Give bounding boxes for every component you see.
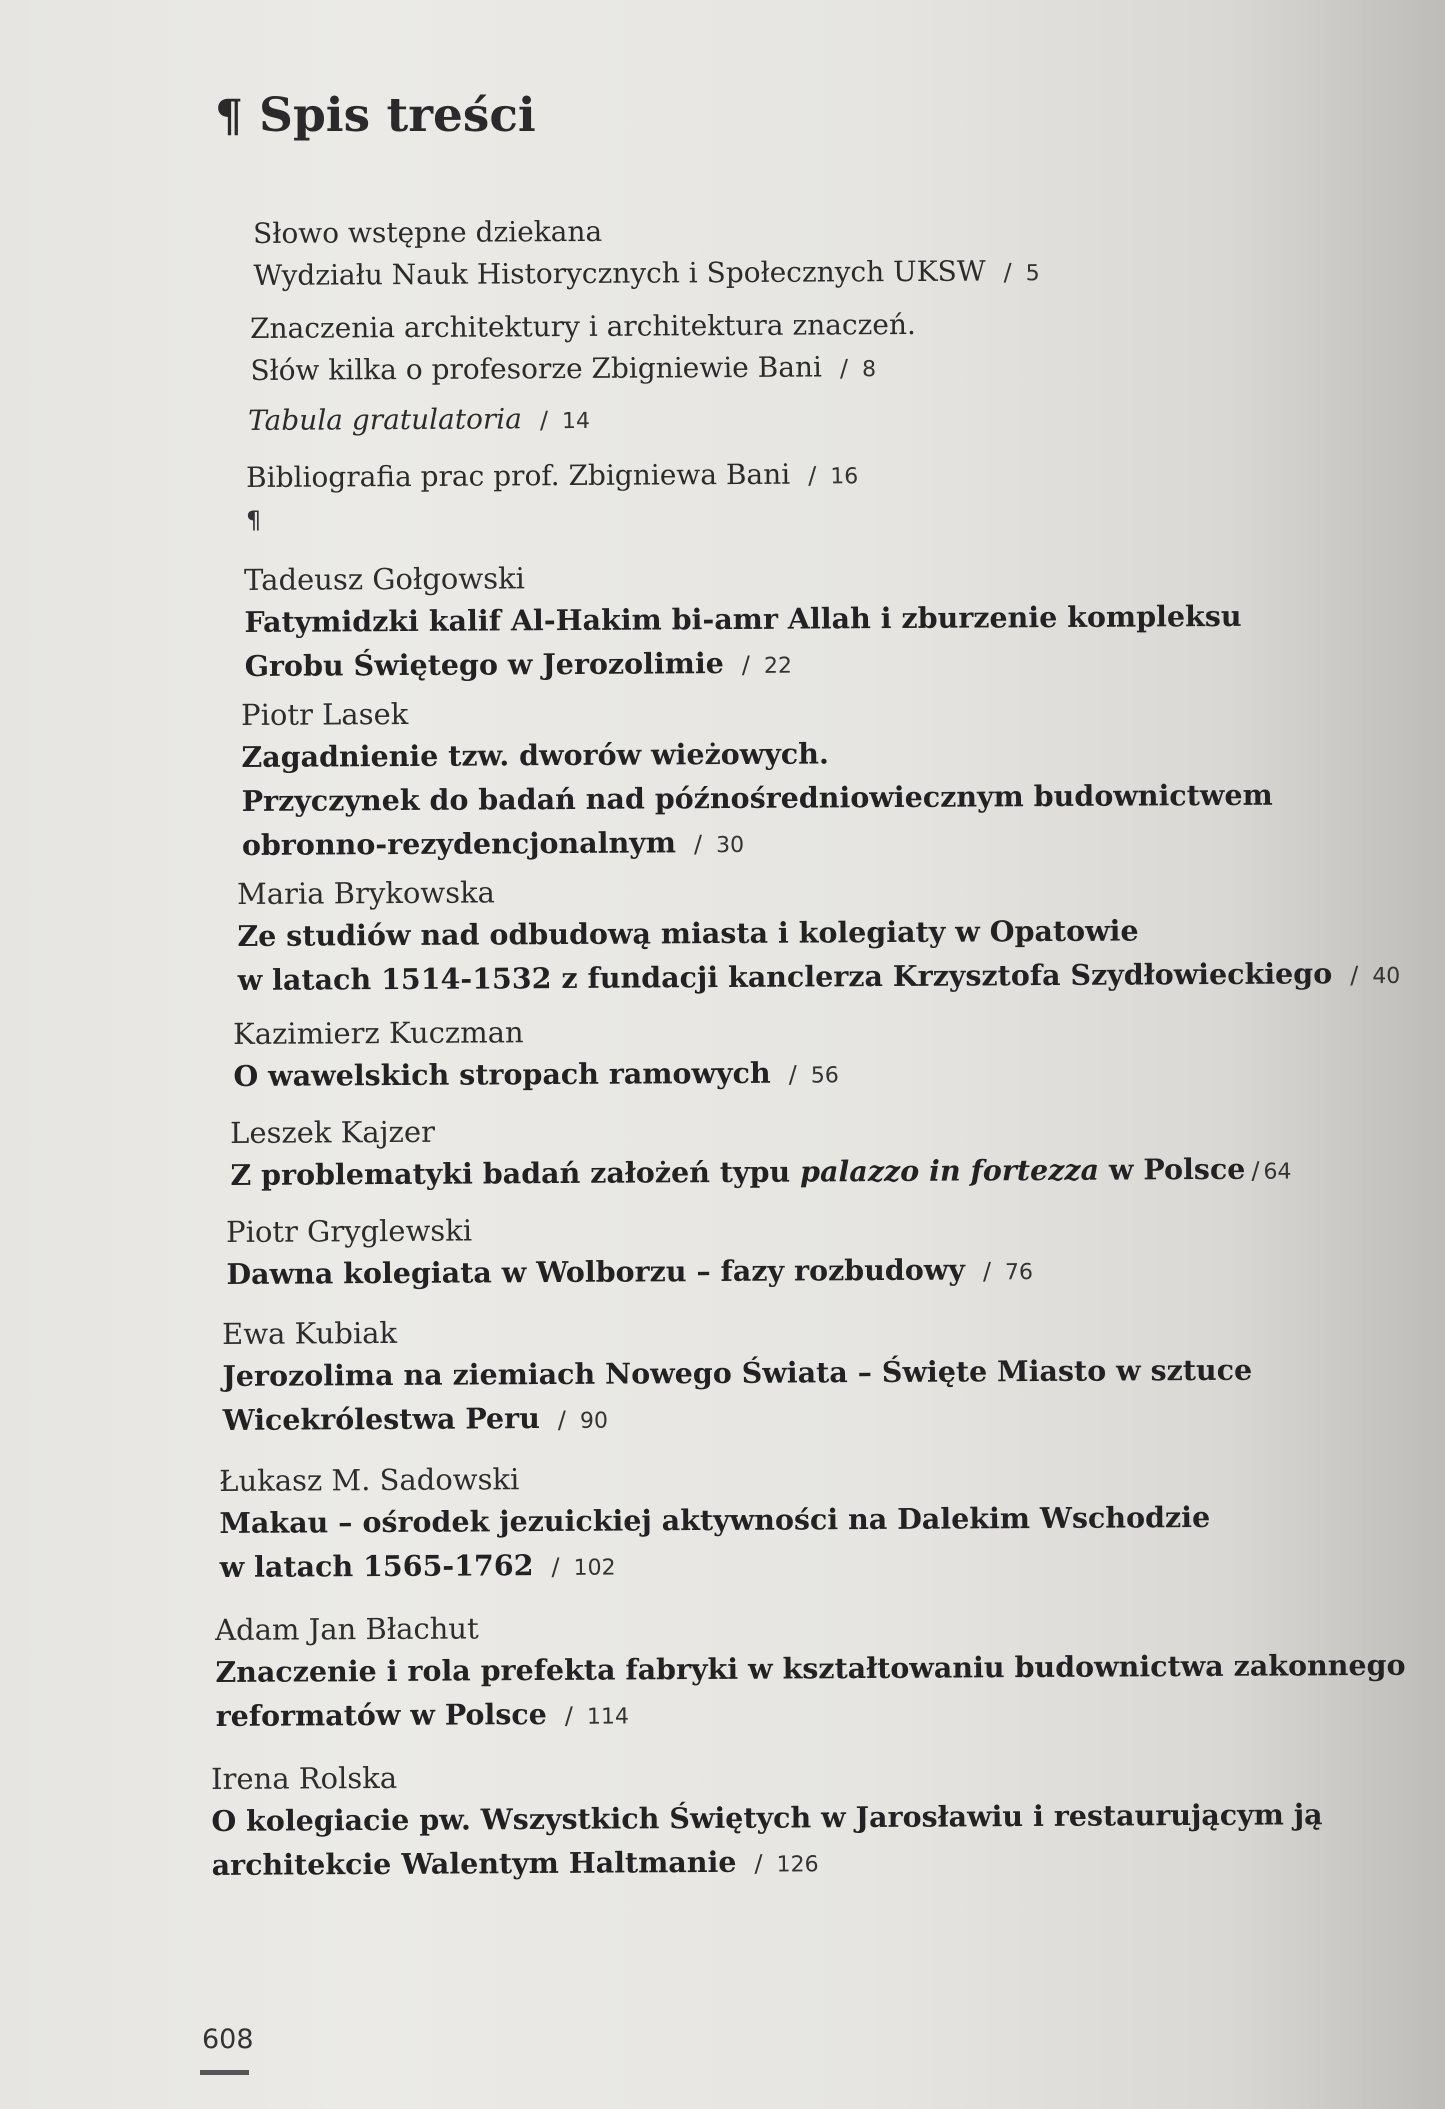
page-number: 8 [861, 357, 877, 383]
page-number: 40 [1372, 963, 1401, 990]
toc-entry-line: Słów kilka o profesorze Zbigniewie Bani / 8 [250, 350, 877, 387]
page-number: 64 [1263, 1159, 1292, 1185]
article-title-line: w latach 1514-1532 z fundacji kanclerza Krzysztofa Szydłowieckiego / 40 [237, 956, 1401, 997]
section-pilcrow-icon: ¶ [246, 506, 262, 534]
toc-entry-line: Bibliografia prac prof. Zbigniewa Bani / 16 [246, 457, 859, 494]
folio-rule [200, 2070, 249, 2075]
article-title-line: Wicekrólestwa Peru / 90 [222, 1401, 609, 1437]
toc-article [215, 1603, 1406, 1742]
page-title-text: Spis treści [259, 88, 536, 143]
article-author: Leszek Kajzer [230, 1114, 436, 1150]
folio-page-number: 608 [202, 2024, 254, 2055]
pilcrow-icon: ¶ [215, 91, 243, 142]
toc-entry-line: Tabula gratulatoria / 14 [248, 402, 591, 437]
toc-article [241, 689, 1273, 871]
page-number: 90 [579, 1408, 609, 1434]
article-title-line: reformatów w Polsce / 114 [215, 1696, 630, 1733]
toc-entry-line: Wydziału Nauk Historycznych i Społecznych UKSW / 5 [253, 254, 1040, 292]
toc-article [237, 867, 1400, 1006]
article-title-line: O wawelskich stropach ramowych / 56 [233, 1055, 839, 1093]
toc-article [233, 1010, 839, 1102]
page-number: 30 [715, 832, 745, 859]
article-title-line: Ze studiów nad odbudową miasta i kolegiaty w Opatowie [237, 913, 1139, 953]
toc-article [211, 1752, 1323, 1891]
page-number: 14 [561, 408, 591, 435]
article-title-line: Zagadnienie tzw. dworów wieżowych. [241, 736, 829, 774]
toc-article [244, 554, 1242, 692]
article-title-line: Przyczynek do badań nad późnośredniowiecznym budownictwem [241, 777, 1273, 818]
page-number: 5 [1025, 261, 1040, 287]
toc-article [230, 1107, 1292, 1201]
article-title-line: w latach 1565-1762 / 102 [219, 1548, 616, 1584]
article-author: Maria Brykowska [237, 875, 496, 911]
article-title-line: Grobu Świętego w Jerozolimie / 22 [244, 646, 793, 683]
page-number: 114 [586, 1704, 630, 1730]
article-author: Tadeusz Gołgowski [244, 561, 526, 597]
article-author: Łukasz M. Sadowski [219, 1462, 520, 1498]
article-title-line: Znaczenie i rola prefekta fabryki w kształtowaniu budownictwa zakonnego [215, 1647, 1406, 1689]
toc-article [222, 1308, 1253, 1446]
toc-article [219, 1455, 1211, 1593]
article-author: Ewa Kubiak [222, 1315, 398, 1351]
toc-entry-introduction [250, 304, 916, 395]
article-title-line: Dawna kolegiata w Wolborzu – fazy rozbudowy / 76 [226, 1252, 1034, 1291]
article-author: Kazimierz Kuczman [233, 1015, 524, 1051]
page-number: 56 [810, 1063, 839, 1089]
toc-entry-line: Znaczenia architektury i architektura znaczeń. [250, 307, 916, 345]
toc-entry-line: Słowo wstępne dziekana [253, 214, 603, 250]
toc-entry-tabula [248, 398, 590, 445]
page-number: 16 [830, 464, 859, 490]
article-author: Adam Jan Błachut [215, 1611, 479, 1647]
page-number: 22 [763, 653, 793, 679]
page-title [215, 88, 536, 143]
toc-article [226, 1207, 1033, 1300]
article-title-line: Makau – ośrodek jezuickiej aktywności na Dalekim Wschodzie [219, 1499, 1211, 1540]
article-title-line: Z problematyki badań założeń typu palazzo in fortezza w Polsce / 64 [230, 1151, 1292, 1192]
article-title-line: architekcie Walentym Haltmanie / 126 [211, 1844, 819, 1882]
article-title-line: Fatymidzki kalif Al-Hakim bi-amr Allah i zburzenie kompleksu [244, 598, 1242, 639]
article-author: Piotr Lasek [241, 696, 409, 732]
article-author: Piotr Gryglewski [226, 1213, 473, 1249]
toc-entry-bibliography [246, 453, 858, 502]
page-number: 76 [1004, 1260, 1034, 1286]
article-title-line: obronno-rezydencjonalnym / 30 [241, 825, 745, 862]
article-title-line: O kolegiacie pw. Wszystkich Świętych w Jarosławiu i restaurującym ją [211, 1797, 1323, 1838]
page-number: 126 [776, 1852, 819, 1878]
article-title-line: Jerozolima na ziemiach Nowego Świata – Święte Miasto w sztuce [222, 1352, 1253, 1393]
page-number: 102 [573, 1555, 616, 1581]
article-author: Irena Rolska [211, 1760, 398, 1796]
toc-entry-foreword [253, 208, 1040, 300]
